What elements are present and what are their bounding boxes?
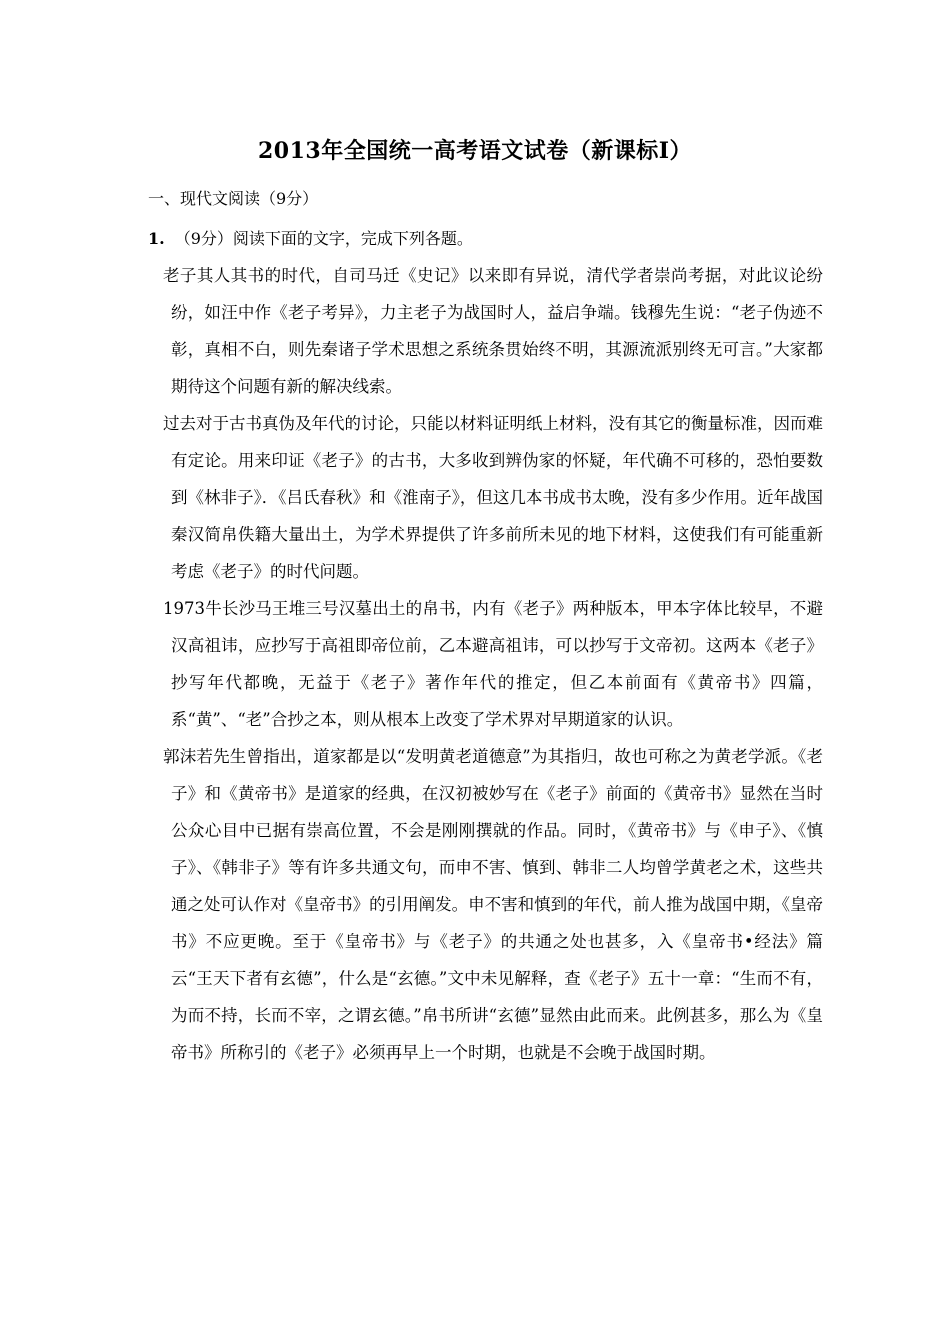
page-title: 2013年全国统一高考语文试卷（新课标Ⅰ） — [257, 138, 693, 164]
passage-paragraph: 1973牛长沙马王堆三号汉墓出土的帛书，内有《老子》两种版本，甲本字体比较早，不避汉高祖讳，应抄写于高祖即帝位前，乙本避高祖讳，可以抄写于文帝初。这两本《老子》抄写年代都晚，无益于《老子》著作年代的推定，但乙本前面有《黄帝书》四篇，系“黄”、“老”合抄之本，则从根本上改变了学术界对早期道家的认识。 — [163, 599, 823, 729]
passage-paragraph: 郭沫若先生曾指出，道家都是以“发明黄老道德意”为其指归，故也可称之为黄老学派。《老子》和《黄帝书》是道家的经典，在汉初被妙写在《老子》前面的《黄帝书》显然在当时公众心目中已据有崇高位置，不会是刚刚撰就的作品。同时，《黄帝书》与《申子》、《慎子》、《韩非子》等有许多共通文句，而申不害、慎到、韩非二人均曾学黄老之术，这些共通之处可认作对《皇帝书》的引用阐发。申不害和慎到的年代，前人推为战国中期，《皇帝书》不应更晚。至于《皇帝书》与《老子》的共通之处也甚多，入《皇帝书•经法》篇云“王天下者有玄德”，什么是“玄德。”文中未见解释，查《老子》五十一章：“生而不有，为而不持，长而不宰，之谓玄德。”帛书所讲“玄德”显然由此而来。此例甚多，那么为《皇帝书》所称引的《老子》必须再早上一个时期，也就是不会晚于战国时期。 — [163, 747, 823, 1062]
reading-passage — [163, 257, 823, 1071]
section-heading: 一、现代文阅读（9分） — [148, 189, 319, 208]
question-prompt — [148, 226, 473, 249]
question-text: （9分）阅读下面的文字，完成下列各题。 — [174, 229, 473, 248]
question-number: 1. — [148, 229, 165, 248]
passage-paragraph: 老子其人其书的时代，自司马迁《史记》以来即有异说，清代学者崇尚考据，对此议论纷纷，如汪中作《老子考异》，力主老子为战国时人，益启争端。钱穆先生说：“老子伪迹不彰，真相不白，则先秦诸子学术思想之系统条贯始终不明，其源流派别终无可言。”大家都期待这个问题有新的解决线索。 — [163, 266, 823, 396]
passage-paragraph: 过去对于古书真伪及年代的讨论，只能以材料证明纸上材料，没有其它的衡量标准，因而难有定论。用来印证《老子》的古书，大多收到辨伪家的怀疑，年代确不可移的，恐怕要数到《林非子》．《吕氏春秋》和《淮南子》，但这几本书成书太晚，没有多少作用。近年战国秦汉简帛佚籍大量出土，为学术界提供了许多前所未见的地下材料，这使我们有可能重新考虑《老子》的时代问题。 — [163, 414, 823, 581]
